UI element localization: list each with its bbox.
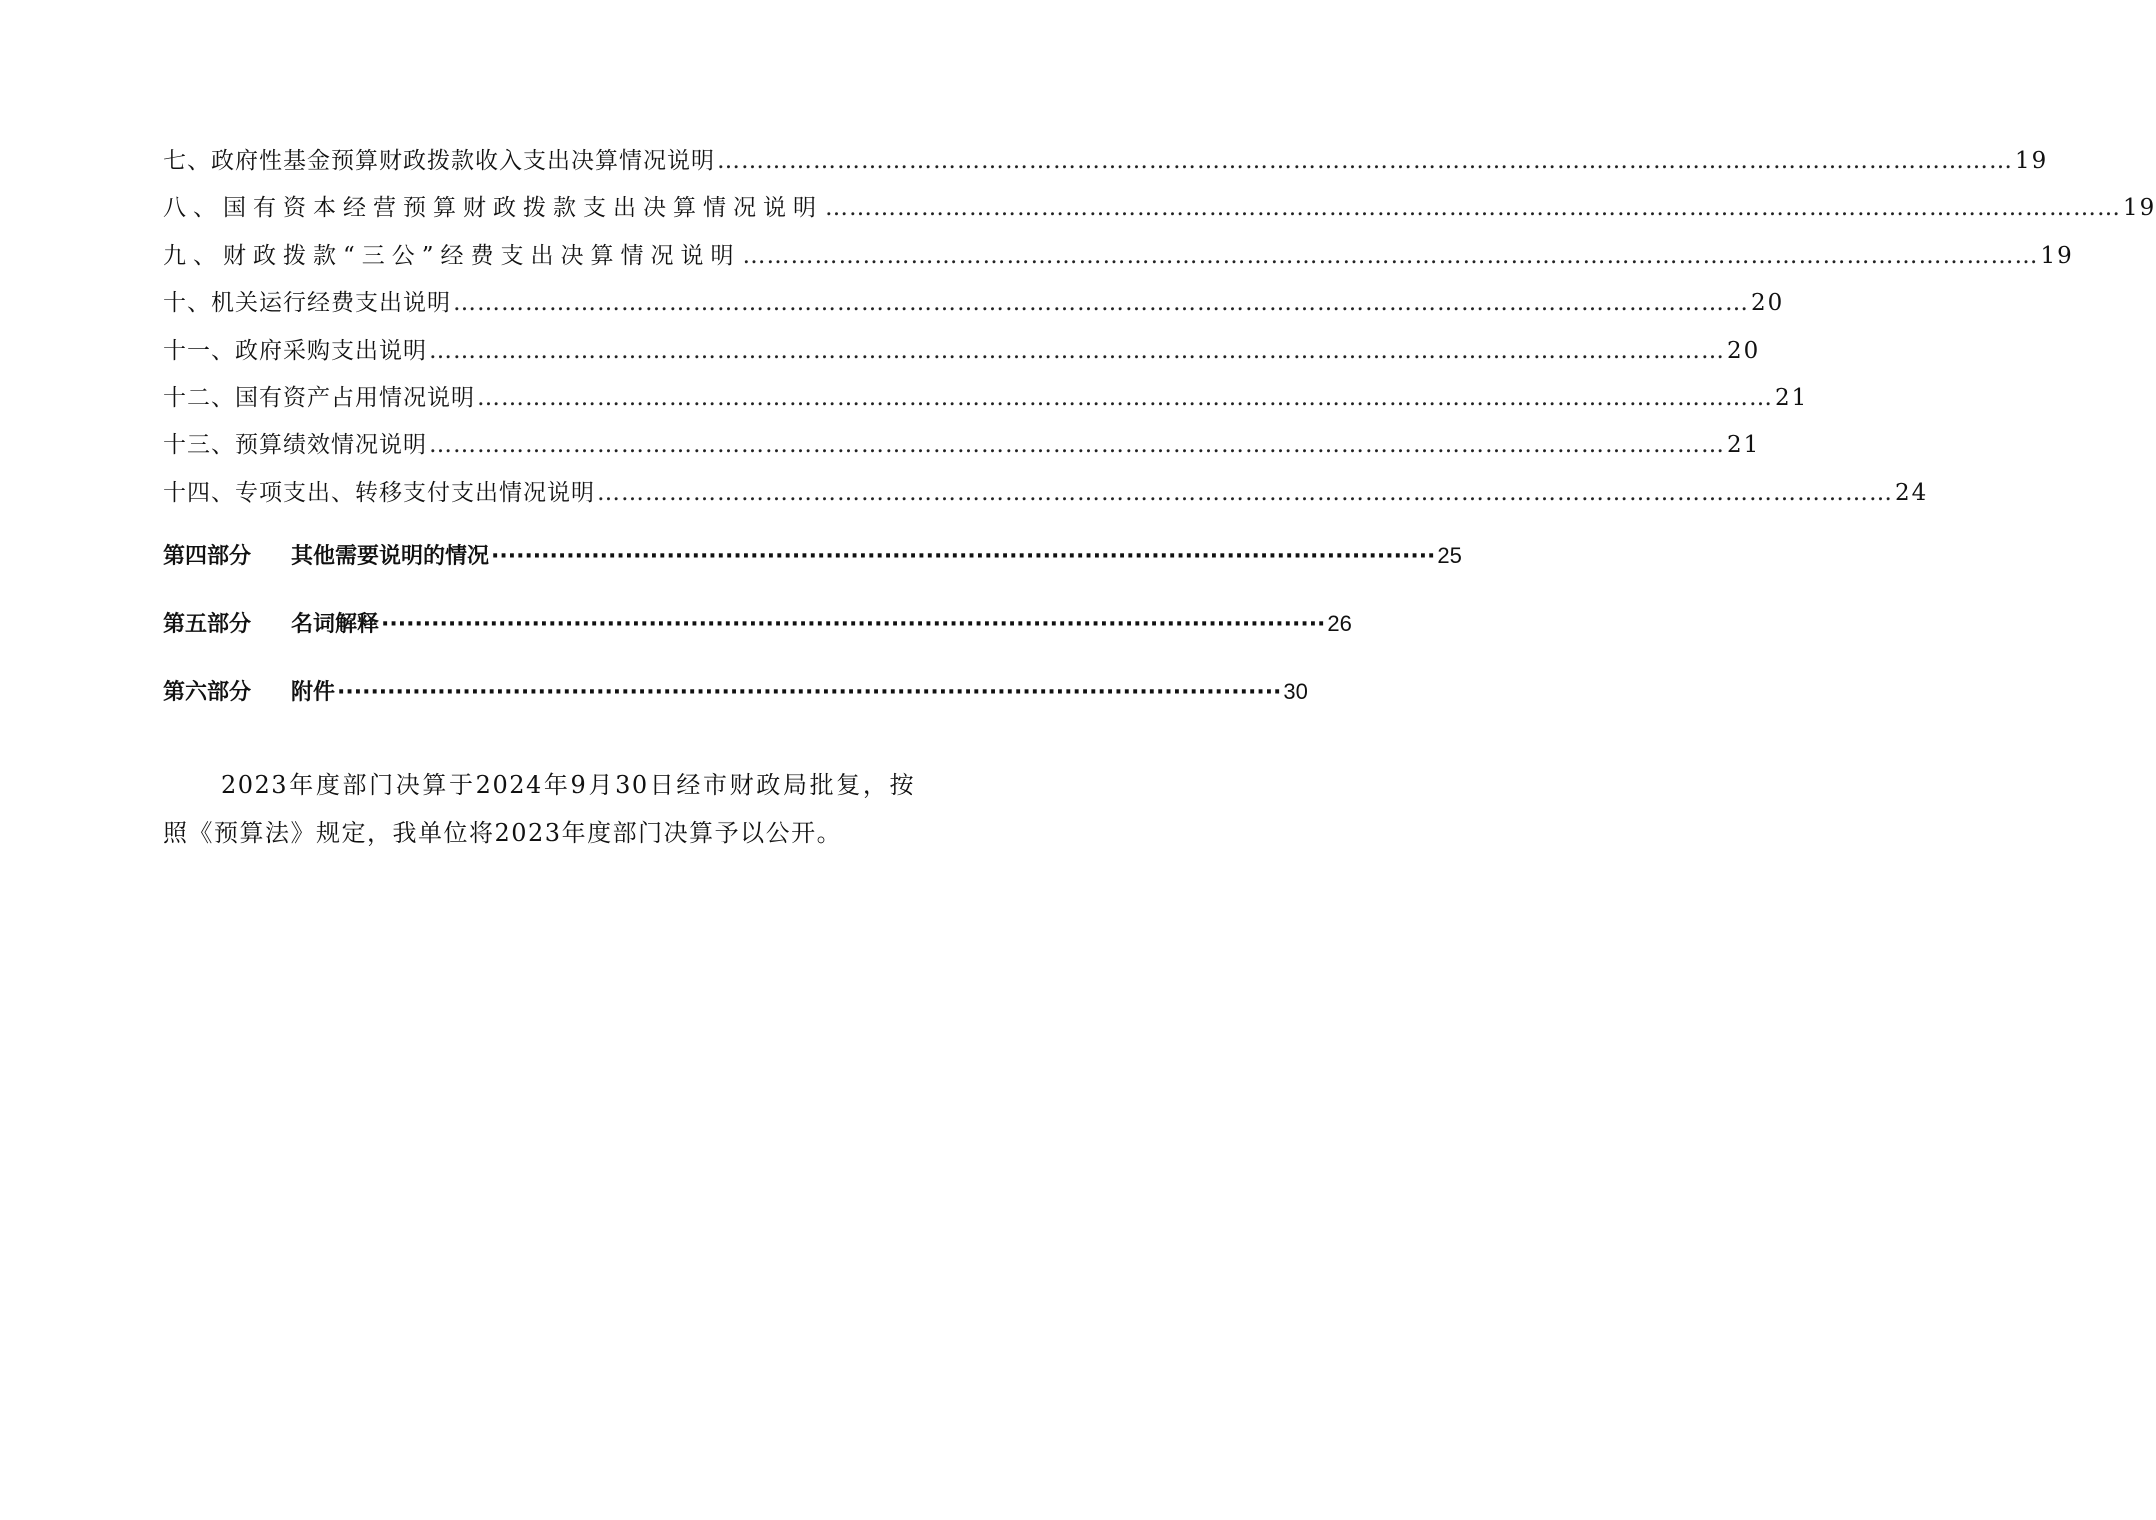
toc-item[interactable] <box>163 328 1761 375</box>
toc-leader-dots: ……………………………………………………………………………………………………………………………………………… <box>742 242 2039 269</box>
toc-part-title: 其他需要说明的情况 <box>291 544 490 569</box>
toc-leader-dots: ················································································································· <box>491 544 1436 569</box>
toc-leader-dots: ……………………………………………………………………………………………………………………………………………… <box>429 432 1725 459</box>
toc-leader-dots: ……………………………………………………………………………………………………………………………………………… <box>429 337 1725 364</box>
toc-leader-dots: ················································································································· <box>337 680 1282 705</box>
toc-item[interactable] <box>163 470 1929 517</box>
disclosure-paragraph: 2023年度部门决算于2024年9月30日经市财政局批复，按照《预算法》规定，我单位将2023年度部门决算予以公开。 <box>163 771 915 847</box>
toc-item-page: 19 <box>2040 242 2074 269</box>
toc-item[interactable] <box>163 375 1809 422</box>
toc-part-item[interactable] <box>163 534 1462 602</box>
toc-item-page: 20 <box>1751 290 1785 317</box>
toc-item-label: 十、机关运行经费支出说明 <box>163 290 451 317</box>
toc-leader-dots: ……………………………………………………………………………………………………………………………………………… <box>477 384 1773 411</box>
toc-item-label: 八、国有资本经营预算财政拨款支出决算情况说明 <box>163 195 823 222</box>
toc-item-page: 19 <box>2015 148 2049 174</box>
toc-leader-dots: ……………………………………………………………………………………………………………………………………………… <box>717 148 2013 174</box>
toc-item[interactable] <box>163 422 1761 469</box>
toc-leader-dots: ……………………………………………………………………………………………………………………………………………… <box>453 290 1749 317</box>
toc-item-page: 21 <box>1727 432 1761 459</box>
toc-item[interactable] <box>163 233 2074 280</box>
toc-leader-dots: ……………………………………………………………………………………………………………………………………………… <box>825 195 2121 222</box>
toc-part-number: 第四部分 <box>163 544 252 569</box>
toc-item-label: 九、财政拨款“三公”经费支出决算情况说明 <box>163 242 741 269</box>
toc-parts <box>163 534 1462 738</box>
toc-item[interactable] <box>163 138 2049 185</box>
toc-part-item[interactable] <box>163 602 1352 670</box>
toc-part-item[interactable] <box>163 670 1308 738</box>
table-of-contents <box>163 138 2156 517</box>
toc-item[interactable] <box>163 185 2156 232</box>
toc-item-page: 19 <box>2123 195 2156 222</box>
toc-item-label: 七、政府性基金预算财政拨款收入支出决算情况说明 <box>163 148 715 174</box>
toc-item[interactable] <box>163 280 1785 327</box>
toc-part-title: 附件 <box>291 680 336 705</box>
toc-item-page: 21 <box>1775 384 1809 411</box>
toc-leader-dots: ················································································································· <box>381 612 1326 637</box>
toc-part-page: 25 <box>1437 543 1462 568</box>
toc-item-label: 十三、预算绩效情况说明 <box>163 432 427 459</box>
toc-part-title: 名词解释 <box>291 612 380 637</box>
toc-part-page: 26 <box>1327 611 1352 636</box>
toc-part-page: 30 <box>1283 679 1308 704</box>
toc-item-page: 20 <box>1727 337 1761 364</box>
toc-item-label: 十二、国有资产占用情况说明 <box>163 384 475 411</box>
toc-part-number: 第六部分 <box>163 680 252 705</box>
toc-item-label: 十四、专项支出、转移支付支出情况说明 <box>163 479 595 506</box>
toc-item-page: 24 <box>1895 479 1929 506</box>
toc-leader-dots: ……………………………………………………………………………………………………………………………………………… <box>597 479 1893 506</box>
toc-part-number: 第五部分 <box>163 612 252 637</box>
toc-item-label: 十一、政府采购支出说明 <box>163 337 427 364</box>
